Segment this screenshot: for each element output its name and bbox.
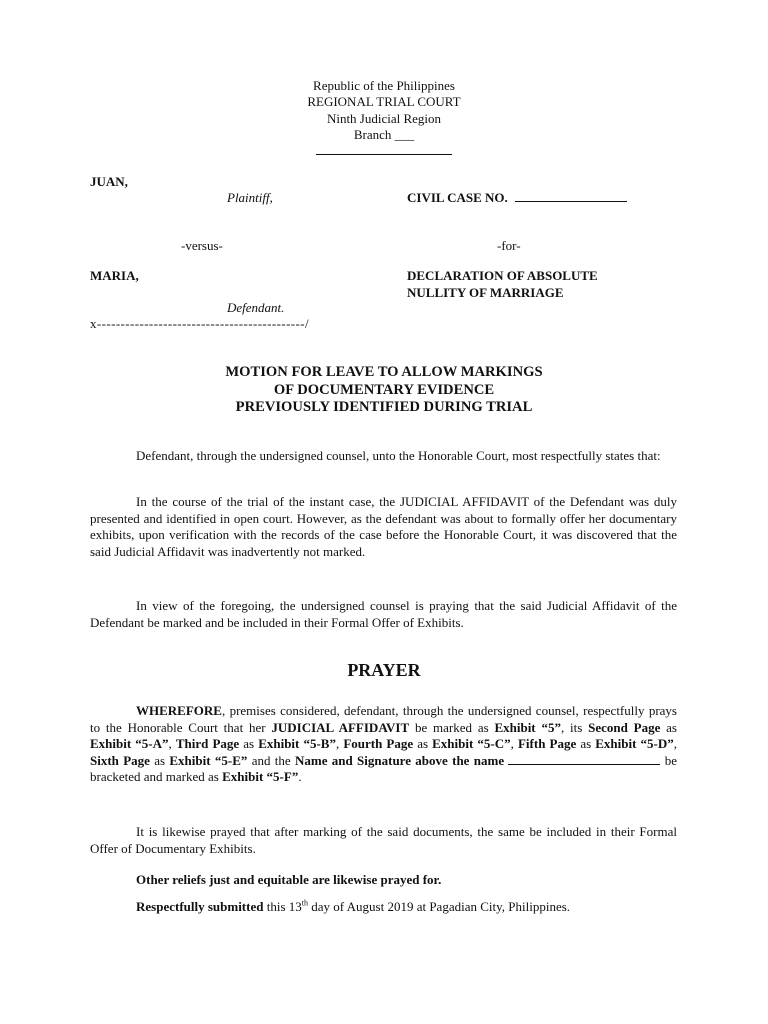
caption-region: Ninth Judicial Region — [326, 110, 442, 126]
defendant-name: MARIA, — [90, 268, 139, 283]
exhibit-5: Exhibit “5” — [494, 719, 561, 735]
caption-branch: Branch ___ — [353, 126, 415, 142]
plaintiff-name: JUAN, — [90, 174, 128, 189]
prayer-paragraph-1 — [90, 703, 677, 786]
motion-title-line1: MOTION FOR LEAVE TO ALLOW MARKINGS — [225, 364, 543, 380]
for-label: -for- — [497, 238, 521, 253]
caption-separator: x--------------------------------------------/ — [90, 316, 309, 331]
name-blank — [508, 754, 660, 765]
caption-court: REGIONAL TRIAL COURT — [307, 94, 461, 110]
body-paragraph-3 — [90, 598, 677, 631]
other-reliefs-text: Other reliefs just and equitable are likewise prayed for. — [136, 872, 442, 887]
body-paragraph-2 — [90, 494, 677, 560]
case-title-line1: DECLARATION OF ABSOLUTE — [407, 268, 598, 283]
respectfully-submitted-text: Respectfully submitted this 13th day of August 2019 at Pagadian City, Philippines. — [136, 898, 571, 914]
other-reliefs — [90, 872, 677, 889]
wherefore-text: WHEREFORE — [136, 703, 222, 718]
exhibit-5b: Exhibit “5-B” — [258, 736, 336, 751]
exhibit-5a: Exhibit “5-A” — [90, 736, 169, 751]
prayer-heading: PRAYER — [347, 660, 421, 680]
plaintiff-role: Plaintiff, — [227, 190, 273, 205]
body-paragraph-3-text: In view of the foregoing, the undersigned counsel is praying that the said Judicial Affidavit of the Defendant be marked and be included in their Formal Offer of Exhibits. — [90, 598, 677, 630]
prayer-paragraph-2-text: It is likewise prayed that after marking of the said documents, the same be included in their Formal Offer of Documentary Exhibits. — [90, 824, 677, 856]
defendant-role: Defendant. — [227, 300, 285, 315]
motion-title — [0, 364, 768, 417]
case-number-blank — [515, 191, 627, 202]
motion-title-line2: OF DOCUMENTARY EVIDENCE — [273, 381, 495, 398]
exhibit-5d: Exhibit “5-D” — [595, 736, 674, 751]
case-number-label: CIVIL CASE NO. — [407, 190, 508, 205]
versus-label: -versus- — [181, 238, 223, 253]
exhibit-5e: Exhibit “5-E” — [169, 752, 248, 768]
court-caption — [0, 78, 768, 143]
body-paragraph-1 — [90, 448, 677, 465]
body-paragraph-1-text: Defendant, through the undersigned counsel, unto the Honorable Court, most respectfully states that: — [136, 448, 661, 463]
body-paragraph-2-text: In the course of the trial of the instant case, the JUDICIAL AFFIDAVIT of the Defendant was duly presented and identified in open court. However, as the defendant was about to formally offer her documentary exhibits, upon verification with the records of the case before the Honorable Court, it was discovered that the said Judicial Affidavit was inadvertently not marked. — [90, 494, 677, 559]
caption-rule — [316, 154, 452, 155]
exhibit-5f: Exhibit “5-F” — [222, 769, 299, 784]
prayer-paragraph-1-text: WHEREFORE, premises considered, defendant, through the undersigned counsel, respectfully prays to the Honorable Court that her JUDICIAL AFFIDAVIT be marked as Exhibit “5”, its Second Page as Exhibit “5-A”, Third Page as Exhibit “5-B”, Fourth Page as Exhibit “5-C”, Fifth Page as Exhibit “5-D”, Sixth Page as Exhibit “5-E” and the Name and Signature above the name be bracketed and marked as Exhibit “5-F”. — [90, 703, 677, 784]
respectfully-submitted — [90, 896, 677, 917]
motion-title-line3: PREVIOUSLY IDENTIFIED DURING TRIAL — [235, 399, 533, 415]
case-number — [407, 190, 627, 207]
case-title-line2: NULLITY OF MARRIAGE — [407, 284, 564, 300]
case-title — [407, 268, 598, 301]
judicial-affidavit-text: JUDICIAL AFFIDAVIT — [271, 719, 410, 735]
name-signature-text: Name and Signature above the name — [294, 752, 505, 768]
caption-republic: Republic of the Philippines — [313, 78, 455, 93]
exhibit-5c: Exhibit “5-C” — [432, 736, 511, 751]
prayer-paragraph-2 — [90, 824, 677, 857]
